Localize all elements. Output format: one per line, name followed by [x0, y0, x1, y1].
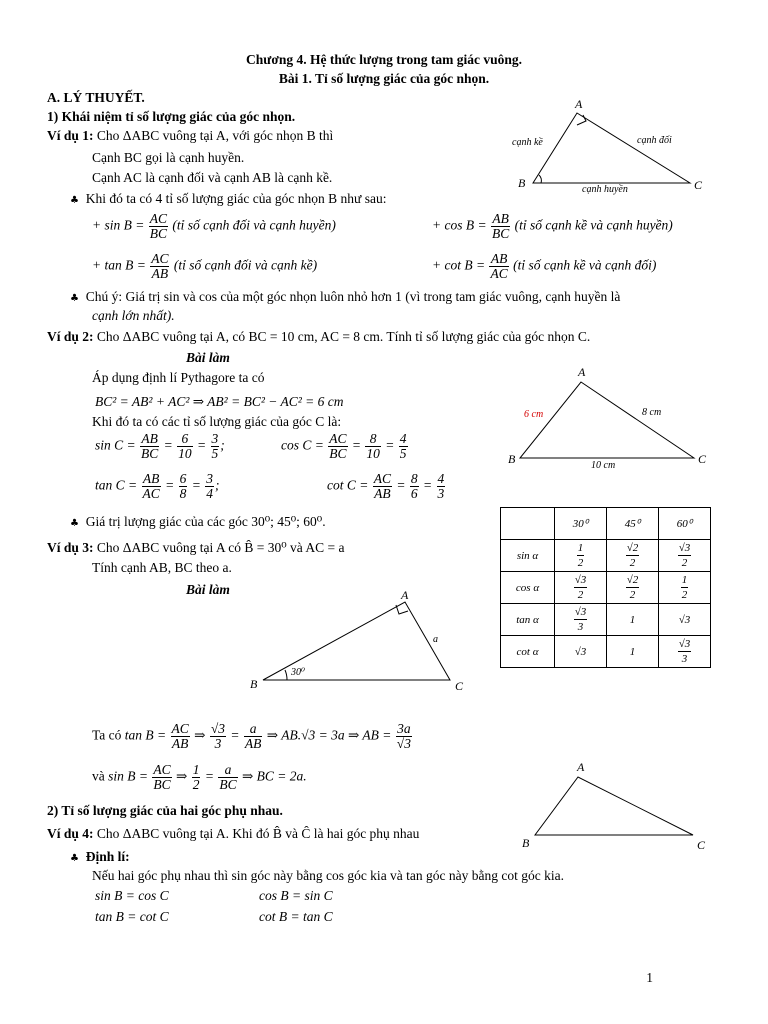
fig2-label-c: C [698, 452, 707, 466]
ex4-formula-1: sin B = cos C [95, 888, 169, 903]
fig2-label-b: B [508, 452, 516, 466]
fig2-label-a: A [578, 365, 586, 379]
ex4-triangle-figure [525, 765, 705, 845]
ex3-solution-heading: Bài làm [186, 582, 230, 597]
fig4-label-a: A [577, 760, 585, 774]
ex2-line3: Khi đó ta có các tỉ số lượng giác của góc C là: [92, 414, 342, 429]
fig1-label-opposite: cạnh đối [637, 135, 672, 146]
sin-c-calc: sin C = $\frac{AB}{BC}$ = $\frac{6}{10}$ = $\frac{3}{5}$ ; [95, 431, 225, 461]
chapter-title: Chương 4. Hệ thức lượng trong tam giác vuông. [245, 52, 523, 67]
fig3-label-b: B [250, 677, 258, 691]
club-bullet-icon: ♣ [70, 518, 79, 529]
ex2-triangle-figure [500, 370, 720, 470]
ex2-solution-heading: Bài làm [186, 350, 230, 365]
ex3-tan-calc: Ta có tan B = $\frac{AC}{AB}$ ⇒ $\frac{√3}{3}$ = $\frac{a}{AB}$ ⇒ AB.√3 = 3a ⇒ AB = $\frac{3a}{√3}$ [92, 721, 411, 751]
sin-b-formula: + sin B = $\frac{AC}{BC}$ (tỉ số cạnh đối và cạnh huyền) [92, 211, 336, 241]
fig4-label-c: C [697, 838, 706, 852]
fig3-label-side-a: a [433, 634, 438, 645]
cos-c-calc: cos C = $\frac{AC}{BC}$ = $\frac{8}{10}$ = $\frac{4}{5}$ [281, 431, 407, 461]
lesson-title: Bài 1. Tỉ số lượng giác của góc nhọn. [278, 71, 490, 86]
ex3-line2: Tính cạnh AB, BC theo a. [92, 560, 232, 575]
ex4-theorem-label: ♣ Định lí: [70, 849, 130, 864]
cot-b-formula: + cot B = $\frac{AB}{AC}$ (tỉ số cạnh kề và cạnh đối) [432, 251, 657, 281]
ex4-line1: Ví dụ 4: Cho ΔABC vuông tại A. Khi đó B̂ và Ĉ là hai góc phụ nhau [47, 826, 420, 841]
table-row-label: sin α [501, 540, 555, 572]
tan-c-calc: tan C = $\frac{AB}{AC}$ = $\frac{6}{8}$ = $\frac{3}{4}$ ; [95, 471, 220, 501]
ex1-line2: Cạnh BC gọi là cạnh huyền. [92, 150, 245, 165]
ex1-line3: Cạnh AC là cạnh đối và cạnh AB là cạnh kề. [92, 170, 333, 185]
ex1-line1: Ví dụ 1: Cho ΔABC vuông tại A, với góc nhọn B thì [47, 128, 334, 143]
table-row-label: tan α [501, 604, 555, 636]
ex4-theorem-text: Nếu hai góc phụ nhau thì sin góc này bằng cos góc kia và tan góc này bằng cot góc kia. [92, 868, 564, 883]
section-2-title: 2) Tỉ số lượng giác của hai góc phụ nhau. [47, 803, 283, 818]
fig1-label-a: A [575, 97, 583, 111]
fig1-label-b: B [518, 176, 526, 190]
ex1-note1: ♣ Chú ý: Giá trị sin và cos của một góc nhọn luôn nhỏ hơn 1 (vì trong tam giác vuông, cạnh huyền là [70, 289, 621, 304]
page-number: 1 [646, 970, 653, 985]
ex1-note2: cạnh lớn nhất). [92, 308, 175, 323]
fig1-label-c: C [694, 178, 703, 192]
table-header: 45⁰ [607, 508, 659, 540]
fig3-label-angle: 30⁰ [291, 667, 306, 678]
cot-c-calc: cot C = $\frac{AC}{AB}$ = $\frac{8}{6}$ = $\frac{4}{3}$ [327, 471, 445, 501]
cos-b-formula: + cos B = $\frac{AB}{BC}$ (tỉ số cạnh kề và cạnh huyền) [432, 211, 673, 241]
ex2-line4: ♣ Giá trị lượng giác của các góc 30⁰; 45⁰; 60⁰. [70, 514, 326, 529]
ex3-sin-calc: và sin B = $\frac{AC}{BC}$ ⇒ $\frac{1}{2}$ = $\frac{a}{BC}$ ⇒ BC = 2a. [92, 762, 307, 792]
ex1-line4: ♣ Khi đó ta có 4 tỉ số lượng giác của góc nhọn B như sau: [70, 191, 387, 206]
ex2-line1: Ví dụ 2: Cho ΔABC vuông tại A, có BC = 10 cm, AC = 8 cm. Tính tỉ số lượng giác của góc nhọn C. [47, 329, 591, 344]
table-header: 60⁰ [659, 508, 711, 540]
ex4-formula-2: cos B = sin C [259, 888, 333, 903]
theory-title: A. LÝ THUYẾT. [47, 90, 145, 105]
ex3-line1: Ví dụ 3: Cho ΔABC vuông tại A có B̂ = 30⁰ và AC = a [47, 540, 345, 555]
club-bullet-icon: ♣ [70, 853, 79, 864]
fig3-label-a: A [401, 588, 409, 602]
ex2-pythagore-eq: BC² = AB² + AC² ⇒ AB² = BC² − AC² = 6 cm [95, 394, 344, 409]
fig4-label-b: B [522, 836, 530, 850]
trig-values-table: 30⁰ 45⁰ 60⁰ sin α $\frac{1}{2}$ $\frac{√2}{2}$ $\frac{√3}{2}$ cos α $\frac{√3}{2}$ $\frac{√2}{2}$ $\frac{1}{2}$ tan α $\frac{√3}{3}$ 1 √3 cot α √3 1 $\frac{√3}{3}$ [500, 507, 711, 668]
fig2-label-ab: 6 cm [524, 409, 544, 420]
table-row-label: cos α [501, 572, 555, 604]
club-bullet-icon: ♣ [70, 195, 79, 206]
table-header: 30⁰ [555, 508, 607, 540]
tan-b-formula: + tan B = $\frac{AC}{AB}$ (tỉ số cạnh đối và cạnh kề) [92, 251, 318, 281]
ex4-formula-3: tan B = cot C [95, 909, 169, 924]
fig2-label-bc: 10 cm [591, 460, 616, 471]
fig2-label-ac: 8 cm [642, 407, 662, 418]
club-bullet-icon: ♣ [70, 293, 79, 304]
table-row-label: cot α [501, 636, 555, 668]
section-1-title: 1) Khái niệm tỉ số lượng giác của góc nhọn. [47, 109, 296, 124]
fig1-label-hypotenuse: cạnh huyền [582, 184, 628, 195]
ex2-line2: Áp dụng định lí Pythagore ta có [92, 370, 265, 385]
ex4-formula-4: cot B = tan C [259, 909, 333, 924]
fig1-label-adjacent: cạnh kề [512, 137, 543, 148]
fig3-label-c: C [455, 679, 464, 693]
